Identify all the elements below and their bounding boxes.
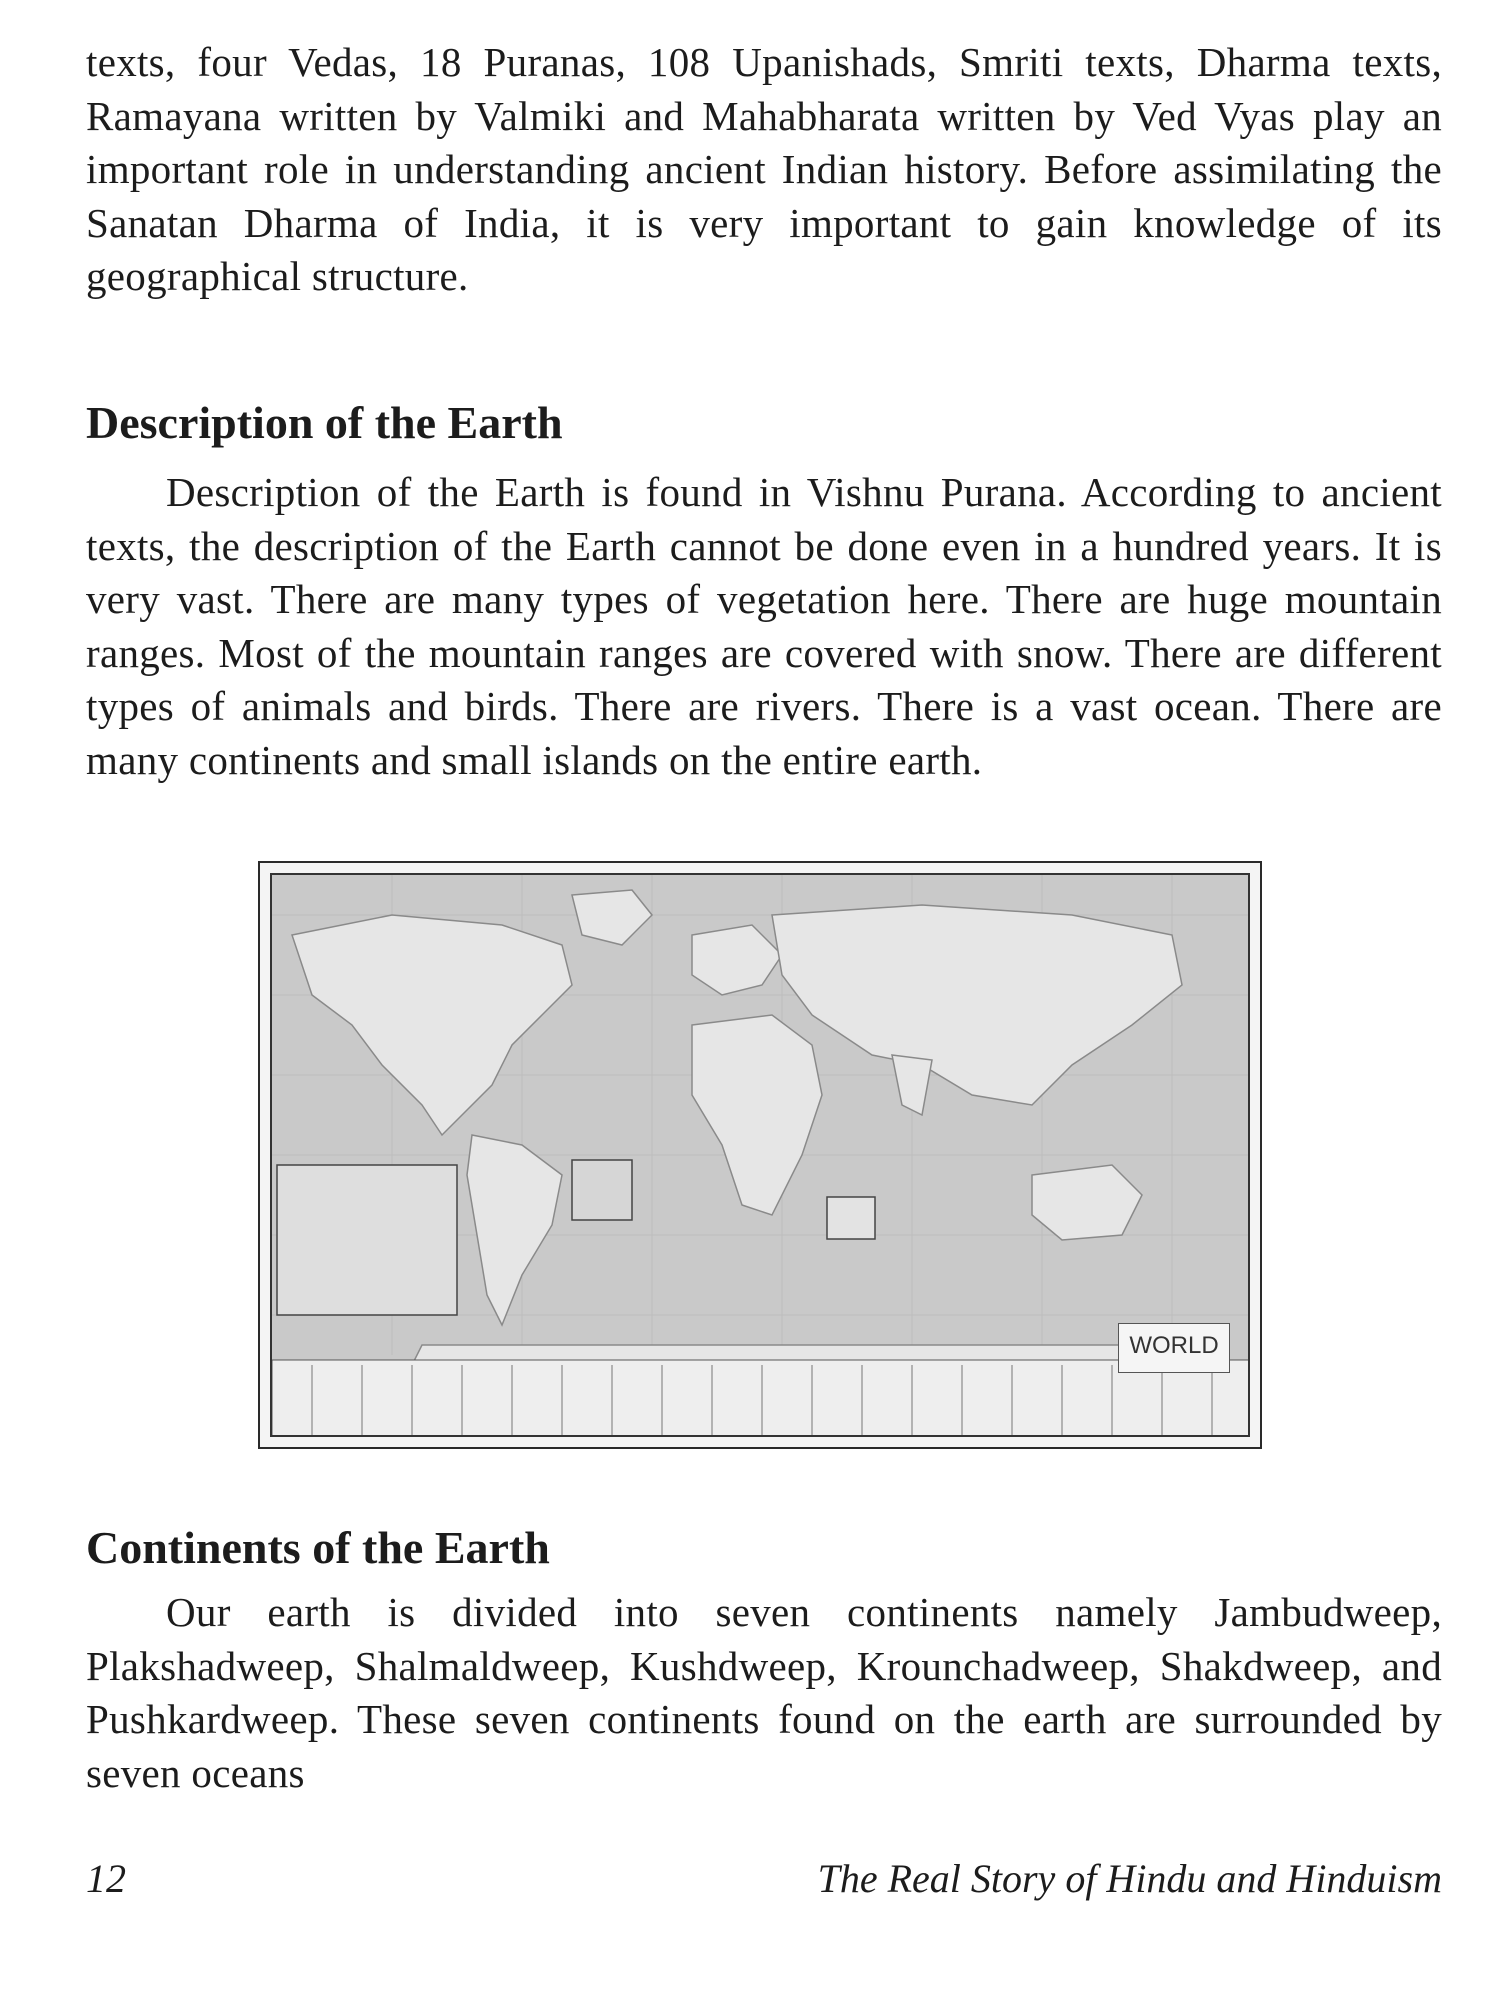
paragraph-continents: Our earth is divided into seven continents namely Jambudweep, Plakshadweep, Shalmaldweep, Kushdweep, Krounchadweep, Shakdweep, and Pushkardweep. These seven continents found on the earth are surrounded by seven oceans bbox=[86, 1589, 1442, 1796]
running-book-title: The Real Story of Hindu and Hinduism bbox=[817, 1856, 1442, 1901]
world-map-image bbox=[270, 873, 1250, 1437]
world-map-figure bbox=[258, 861, 1262, 1449]
paragraph-description: Description of the Earth is found in Vishnu Purana. According to ancient texts, the description of the Earth cannot be done even in a hundred years. It is very vast. There are many types of vegetation here. There are huge mountain ranges. Most of the mountain ranges are covered with snow. There are different types of animals and birds. There are rivers. There is a vast ocean. There are many continents and small islands on the entire earth. bbox=[86, 469, 1442, 783]
world-map-illustration bbox=[272, 875, 1250, 1437]
heading-description-of-earth: Description of the Earth bbox=[86, 397, 563, 448]
paragraph-intro: texts, four Vedas, 18 Puranas, 108 Upanishads, Smriti texts, Dharma texts, Ramayana written by Valmiki and Mahabharata written by Ved Vyas play an important role in understanding ancient Indian history. Before assimilating the Sanatan Dharma of India, it is very important to gain knowledge of its geographical structure. bbox=[86, 39, 1442, 299]
page-number: 12 bbox=[86, 1856, 126, 1901]
heading-continents-of-earth: Continents of the Earth bbox=[86, 1522, 550, 1573]
map-title-label: WORLD bbox=[1118, 1323, 1230, 1373]
page-footer bbox=[86, 1855, 1442, 1905]
